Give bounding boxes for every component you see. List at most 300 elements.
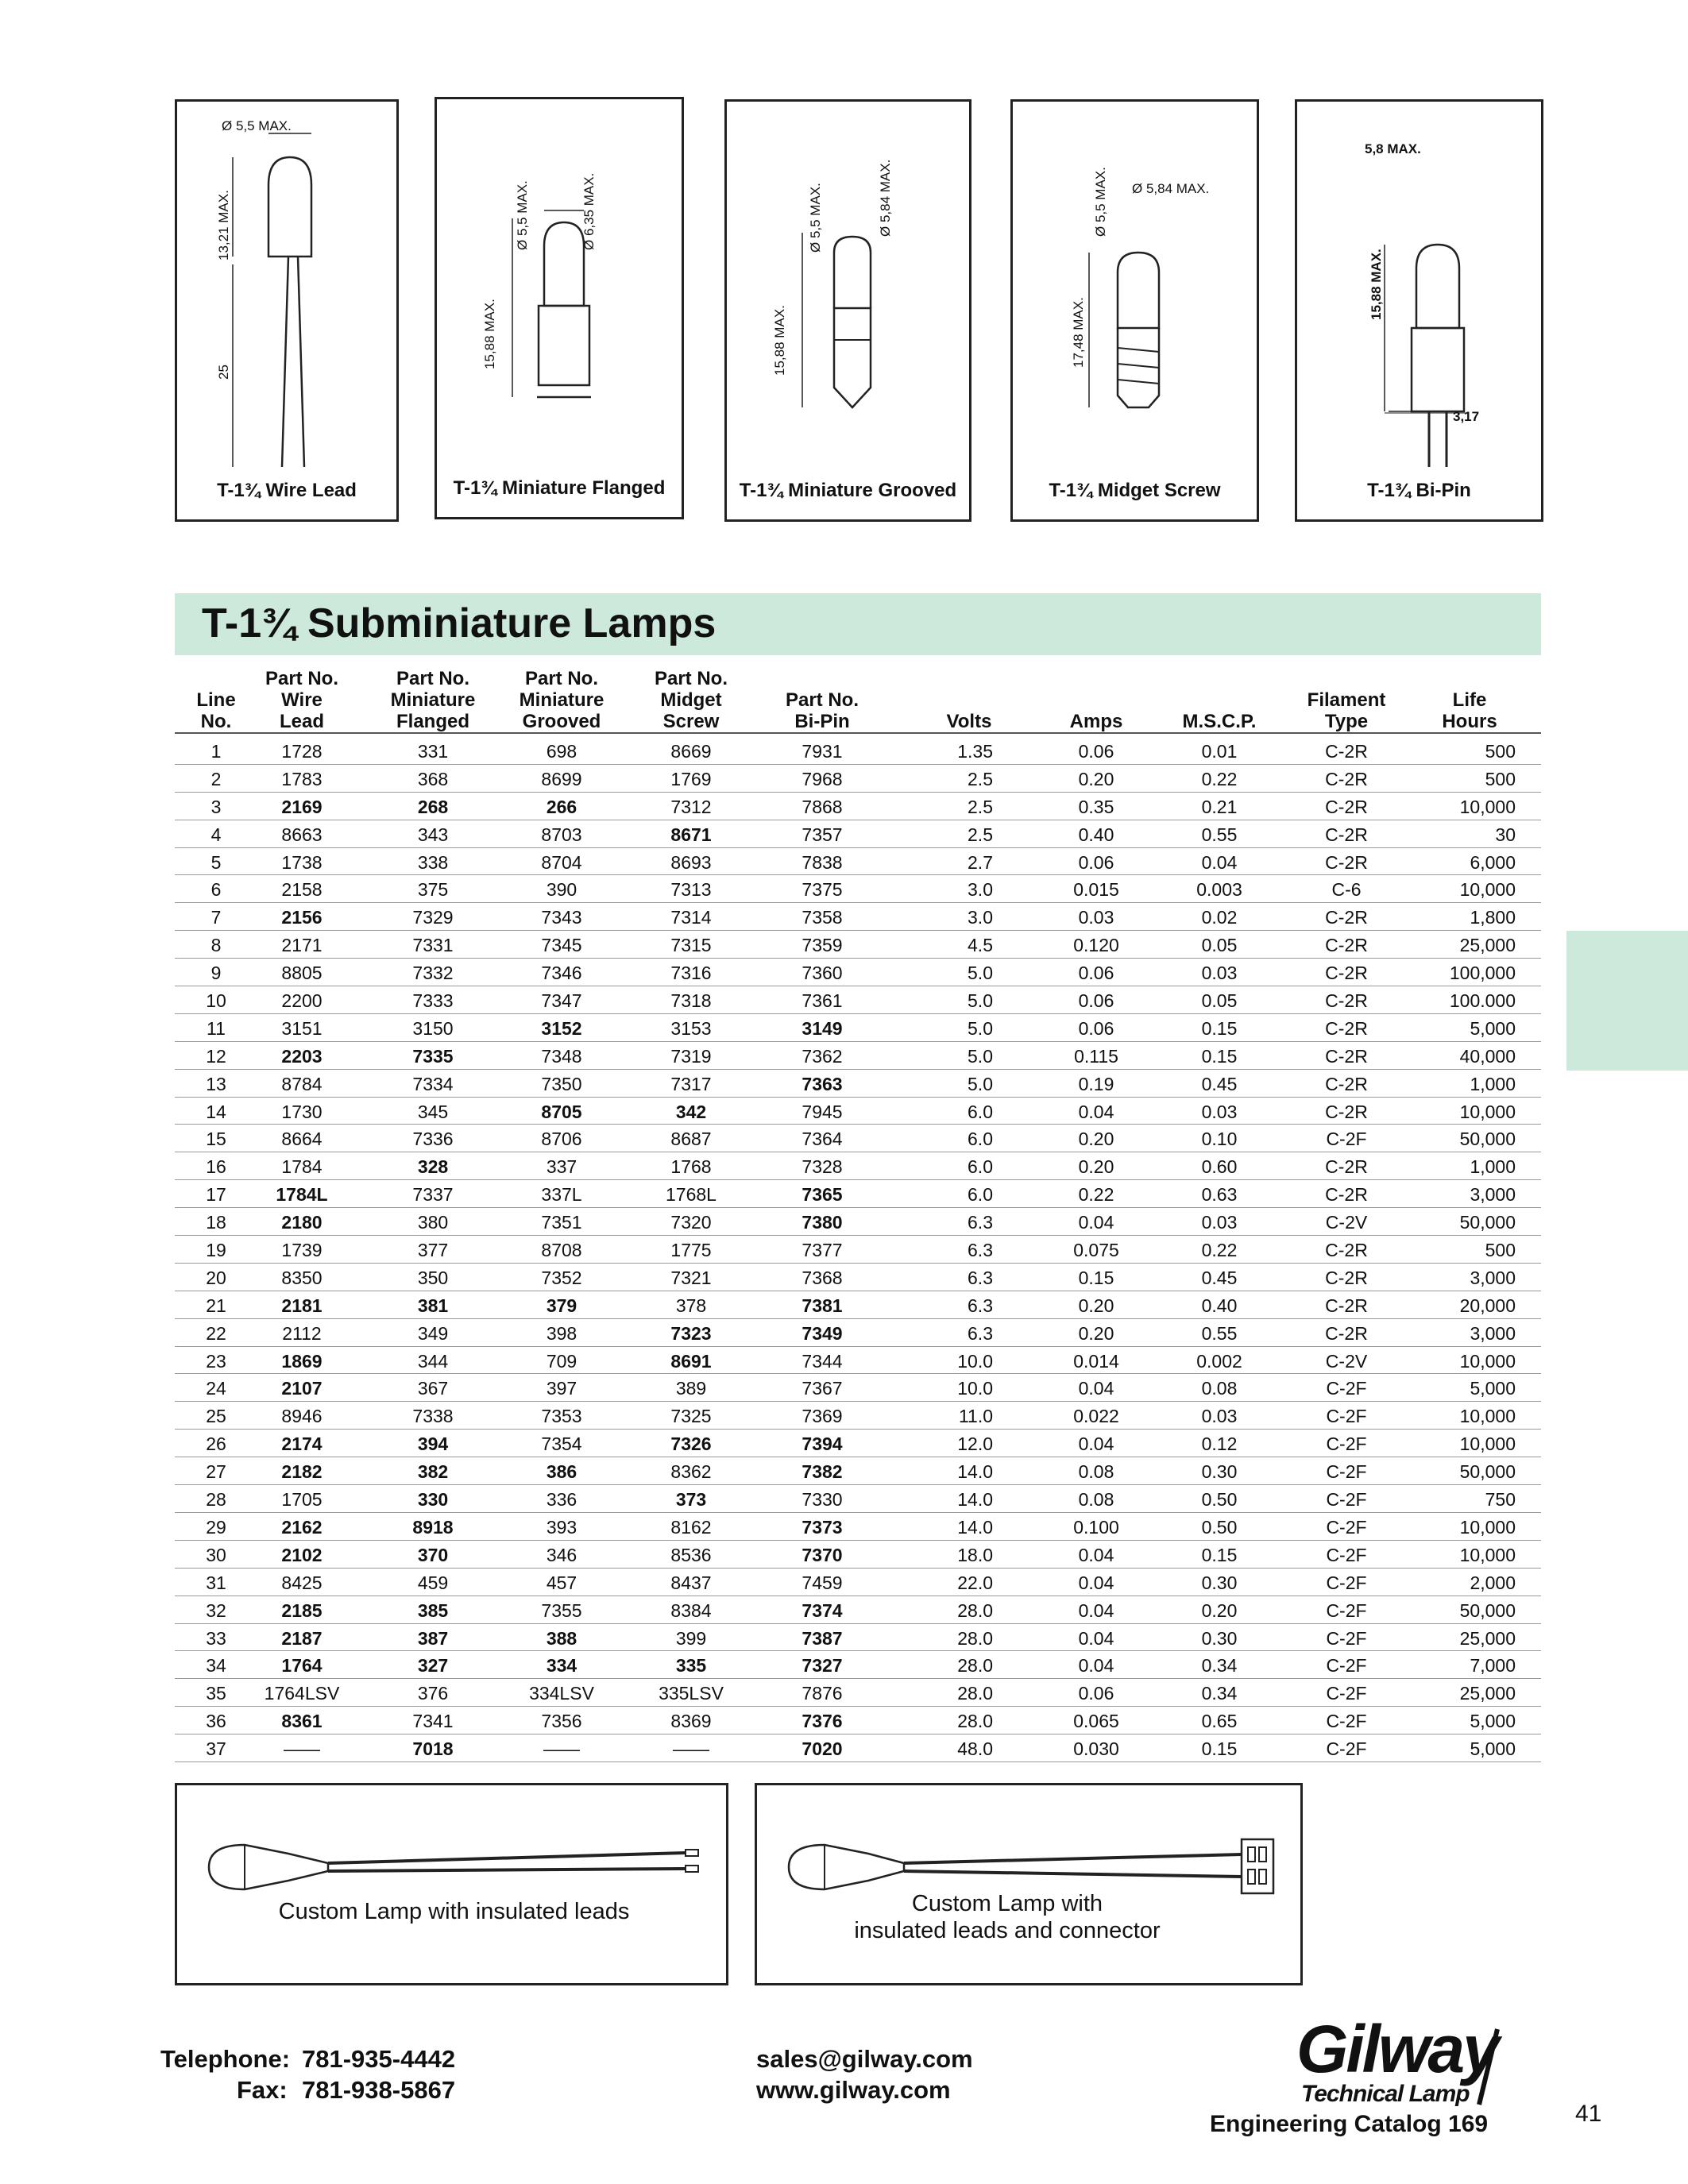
table-cell: 8706 bbox=[541, 1129, 582, 1150]
table-cell: 0.35 bbox=[1078, 796, 1114, 817]
table-cell: C-2R bbox=[1325, 1017, 1368, 1039]
website-link[interactable]: www.gilway.com bbox=[756, 2076, 951, 2104]
table-cell: C-2R bbox=[1325, 1295, 1368, 1316]
table-cell: 28 bbox=[206, 1489, 226, 1511]
table-cell: 379 bbox=[546, 1295, 577, 1316]
table-cell: 7321 bbox=[670, 1267, 712, 1288]
caption-line: Custom Lamp with bbox=[911, 1891, 1103, 1916]
table-cell: 8536 bbox=[670, 1544, 712, 1565]
table-cell: C-2R bbox=[1325, 935, 1368, 956]
table-cell: 1784L bbox=[276, 1184, 328, 1206]
table-cell: 22.0 bbox=[957, 1572, 993, 1593]
dim-label: 3,17 bbox=[1453, 409, 1480, 424]
table-cell: 0.075 bbox=[1073, 1240, 1119, 1261]
table-cell: 0.065 bbox=[1073, 1711, 1119, 1732]
table-cell: 1705 bbox=[281, 1489, 323, 1511]
table-row bbox=[175, 875, 1541, 903]
table-cell: 8663 bbox=[281, 824, 323, 845]
table-cell: 2185 bbox=[281, 1599, 323, 1621]
table-cell: 7343 bbox=[541, 907, 582, 928]
table-cell: C-2R bbox=[1325, 990, 1368, 1012]
table-cell: 25,000 bbox=[1459, 1627, 1516, 1649]
table-cell: 393 bbox=[546, 1516, 577, 1538]
table-cell: C-2F bbox=[1326, 1655, 1367, 1677]
column-header bbox=[782, 689, 862, 732]
table-cell: 1768L bbox=[666, 1184, 717, 1206]
table-cell: 28.0 bbox=[957, 1599, 993, 1621]
table-cell: 23 bbox=[206, 1350, 226, 1372]
table-cell: 387 bbox=[417, 1627, 449, 1649]
table-cell: 0.10 bbox=[1201, 1129, 1238, 1150]
table-cell: 500 bbox=[1485, 768, 1516, 789]
diagram-miniature-grooved bbox=[724, 99, 971, 522]
table-cell: 29 bbox=[206, 1516, 226, 1538]
table-cell: C-2F bbox=[1326, 1572, 1367, 1593]
table-cell: 6.0 bbox=[968, 1129, 993, 1150]
table-cell: 14.0 bbox=[957, 1516, 993, 1538]
table-cell: 0.03 bbox=[1201, 1406, 1238, 1427]
table-cell: 28.0 bbox=[957, 1683, 993, 1704]
column-header-line: Part No. bbox=[524, 668, 598, 689]
table-cell: 14.0 bbox=[957, 1461, 993, 1483]
fax-label: Fax: bbox=[237, 2076, 288, 2104]
table-cell: 337 bbox=[546, 1156, 577, 1178]
table-cell: 7357 bbox=[802, 824, 843, 845]
table-cell: C-2F bbox=[1326, 1711, 1367, 1732]
table-cell: 2162 bbox=[281, 1516, 323, 1538]
table-cell: 7320 bbox=[670, 1212, 712, 1233]
section-title-band bbox=[175, 593, 1541, 655]
table-cell: 0.45 bbox=[1201, 1073, 1238, 1094]
table-cell: C-2R bbox=[1325, 907, 1368, 928]
table-cell: 8369 bbox=[670, 1711, 712, 1732]
table-cell: 5.0 bbox=[968, 963, 993, 984]
table-cell: 1764LSV bbox=[264, 1683, 340, 1704]
table-cell: 0.20 bbox=[1078, 1322, 1114, 1344]
table-row bbox=[175, 1236, 1541, 1264]
table-cell: 7365 bbox=[802, 1184, 843, 1206]
table-cell: 381 bbox=[417, 1295, 449, 1316]
table-cell: 10.0 bbox=[957, 1350, 993, 1372]
table-cell: C-2R bbox=[1325, 1101, 1368, 1122]
custom-lamp-connector bbox=[755, 1783, 1303, 1985]
table-cell: 8425 bbox=[281, 1572, 323, 1593]
table-cell: 24 bbox=[206, 1378, 226, 1399]
table-cell: 500 bbox=[1485, 741, 1516, 762]
table-cell: 0.15 bbox=[1201, 1738, 1238, 1760]
table-cell: 50,000 bbox=[1459, 1212, 1516, 1233]
table-row bbox=[175, 1541, 1541, 1569]
table-cell: 7336 bbox=[412, 1129, 454, 1150]
dim-label: 15,88 MAX. bbox=[772, 305, 787, 376]
column-header-line: Miniature bbox=[519, 689, 605, 711]
table-cell: 7351 bbox=[541, 1212, 582, 1233]
table-cell: C-2F bbox=[1326, 1489, 1367, 1511]
table-cell: 382 bbox=[417, 1461, 449, 1483]
dim-label: 15,88 MAX. bbox=[482, 299, 497, 369]
column-header-line: Part No. bbox=[785, 689, 859, 711]
table-cell: C-2F bbox=[1326, 1406, 1367, 1427]
column-header-line: Volts bbox=[946, 711, 992, 732]
table-row bbox=[175, 765, 1541, 793]
table-cell: 750 bbox=[1485, 1489, 1516, 1511]
table-cell: 7 bbox=[211, 907, 222, 928]
table-cell: 7356 bbox=[541, 1711, 582, 1732]
table-cell: 7373 bbox=[802, 1516, 843, 1538]
table-cell: 25,000 bbox=[1459, 935, 1516, 956]
table-row bbox=[175, 1402, 1541, 1430]
table-cell: 459 bbox=[417, 1572, 449, 1593]
table-cell: 18.0 bbox=[957, 1544, 993, 1565]
table-cell: 5,000 bbox=[1470, 1378, 1516, 1399]
table-cell: 0.40 bbox=[1201, 1295, 1238, 1316]
table-cell: 7355 bbox=[541, 1599, 582, 1621]
table-cell: 370 bbox=[417, 1544, 449, 1565]
table-cell: 7335 bbox=[412, 1045, 454, 1067]
table-cell: 1769 bbox=[670, 768, 712, 789]
table-cell: 3152 bbox=[541, 1017, 582, 1039]
column-header bbox=[1056, 711, 1136, 732]
table-cell: 5,000 bbox=[1470, 1711, 1516, 1732]
lamp-table bbox=[175, 666, 1541, 1758]
table-cell: 50,000 bbox=[1459, 1599, 1516, 1621]
table-cell: 1,800 bbox=[1470, 907, 1516, 928]
logo-subtitle: Technical Lamp bbox=[1301, 2081, 1470, 2107]
table-cell: 3,000 bbox=[1470, 1267, 1516, 1288]
table-cell: 10 bbox=[206, 990, 226, 1012]
table-row bbox=[175, 1679, 1541, 1707]
table-cell: 0.15 bbox=[1201, 1045, 1238, 1067]
table-cell: 7331 bbox=[412, 935, 454, 956]
table-cell: 327 bbox=[417, 1655, 449, 1677]
table-cell: 0.08 bbox=[1078, 1489, 1114, 1511]
table-cell: —— bbox=[673, 1738, 709, 1760]
table-cell: 0.55 bbox=[1201, 1322, 1238, 1344]
table-cell: 7945 bbox=[802, 1101, 843, 1122]
table-cell: 2180 bbox=[281, 1212, 323, 1233]
dim-label: Ø 5,5 MAX. bbox=[515, 180, 530, 250]
table-cell: 343 bbox=[417, 824, 449, 845]
table-cell: 7368 bbox=[802, 1267, 843, 1288]
table-cell: 7338 bbox=[412, 1406, 454, 1427]
dim-label: 25 bbox=[216, 365, 231, 380]
table-cell: 2.5 bbox=[968, 768, 993, 789]
miniature-grooved-drawing bbox=[727, 102, 974, 524]
table-cell: 36 bbox=[206, 1711, 226, 1732]
table-header bbox=[175, 666, 1541, 732]
table-cell: 7459 bbox=[802, 1572, 843, 1593]
table-cell: 10.0 bbox=[957, 1378, 993, 1399]
table-cell: 388 bbox=[546, 1627, 577, 1649]
table-cell: 7362 bbox=[802, 1045, 843, 1067]
table-cell: 7346 bbox=[541, 963, 582, 984]
table-cell: 7838 bbox=[802, 851, 843, 873]
table-cell: 0.04 bbox=[1078, 1212, 1114, 1233]
table-cell: 12 bbox=[206, 1045, 226, 1067]
table-cell: 8693 bbox=[670, 851, 712, 873]
table-cell: 0.04 bbox=[1078, 1599, 1114, 1621]
table-cell: 0.015 bbox=[1073, 879, 1119, 901]
table-cell: 10,000 bbox=[1459, 1544, 1516, 1565]
diagram-bi-pin bbox=[1295, 99, 1543, 522]
table-cell: 335LSV bbox=[659, 1683, 724, 1704]
column-header-line: Part No. bbox=[396, 668, 469, 689]
table-cell: 397 bbox=[546, 1378, 577, 1399]
table-cell: 698 bbox=[546, 741, 577, 762]
table-cell: 0.22 bbox=[1201, 768, 1238, 789]
table-cell: 0.06 bbox=[1078, 741, 1114, 762]
column-header-line: Bi-Pin bbox=[794, 711, 850, 732]
table-cell: C-2F bbox=[1326, 1544, 1367, 1565]
table-cell: 8671 bbox=[670, 824, 712, 845]
column-header-line: Miniature bbox=[390, 689, 476, 711]
caption-line: Custom Lamp with insulated leads bbox=[278, 1899, 630, 1924]
table-cell: 0.40 bbox=[1078, 824, 1114, 845]
table-cell: C-2F bbox=[1326, 1599, 1367, 1621]
table-cell: 1768 bbox=[670, 1156, 712, 1178]
table-row bbox=[175, 820, 1541, 848]
table-cell: 0.02 bbox=[1201, 907, 1238, 928]
table-cell: C-2R bbox=[1325, 824, 1368, 845]
table-cell: 7968 bbox=[802, 768, 843, 789]
table-cell: 399 bbox=[675, 1627, 707, 1649]
dim-label: 13,21 MAX. bbox=[216, 190, 231, 260]
table-cell: 0.04 bbox=[1078, 1655, 1114, 1677]
table-cell: C-6 bbox=[1331, 879, 1362, 901]
table-cell: 7375 bbox=[802, 879, 843, 901]
table-cell: 7931 bbox=[802, 741, 843, 762]
table-cell: 368 bbox=[417, 768, 449, 789]
table-cell: 0.06 bbox=[1078, 851, 1114, 873]
table-cell: C-2R bbox=[1325, 1267, 1368, 1288]
table-cell: 709 bbox=[546, 1350, 577, 1372]
side-tab bbox=[1566, 931, 1688, 1071]
table-row bbox=[175, 1624, 1541, 1652]
table-cell: 0.50 bbox=[1201, 1516, 1238, 1538]
table-row bbox=[175, 1042, 1541, 1070]
table-cell: C-2R bbox=[1325, 851, 1368, 873]
table-cell: 266 bbox=[546, 796, 577, 817]
table-row bbox=[175, 848, 1541, 876]
table-cell: 337L bbox=[541, 1184, 582, 1206]
table-cell: 7361 bbox=[802, 990, 843, 1012]
table-cell: 0.04 bbox=[1078, 1627, 1114, 1649]
table-cell: C-2V bbox=[1325, 1212, 1368, 1233]
caption-line: insulated leads and connector bbox=[854, 1918, 1161, 1943]
table-cell: 7381 bbox=[802, 1295, 843, 1316]
dim-label: 15,88 MAX. bbox=[1369, 249, 1384, 320]
table-cell: C-2F bbox=[1326, 1627, 1367, 1649]
table-cell: 7377 bbox=[802, 1240, 843, 1261]
table-cell: 8918 bbox=[412, 1516, 454, 1538]
table-row bbox=[175, 1457, 1541, 1485]
table-cell: 3.0 bbox=[968, 907, 993, 928]
column-header-line: Life bbox=[1452, 689, 1487, 711]
table-cell: 390 bbox=[546, 879, 577, 901]
table-cell: 7326 bbox=[670, 1433, 712, 1455]
custom-lamp-leads bbox=[175, 1783, 728, 1985]
diagram-caption: T-1¾ Miniature Flanged bbox=[453, 477, 666, 499]
table-cell: 0.45 bbox=[1201, 1267, 1238, 1288]
table-cell: 7319 bbox=[670, 1045, 712, 1067]
column-header-line: Line bbox=[196, 689, 236, 711]
table-cell: 2112 bbox=[282, 1322, 322, 1344]
custom-lamp-leads-drawing bbox=[177, 1785, 731, 1988]
table-cell: 0.15 bbox=[1078, 1267, 1114, 1288]
table-cell: C-2F bbox=[1326, 1461, 1367, 1483]
table-cell: 7350 bbox=[541, 1073, 582, 1094]
table-cell: 7317 bbox=[670, 1073, 712, 1094]
table-cell: 1730 bbox=[281, 1101, 323, 1122]
table-cell: 345 bbox=[417, 1101, 449, 1122]
table-cell: 4.5 bbox=[968, 935, 993, 956]
table-cell: 386 bbox=[546, 1461, 577, 1483]
column-header bbox=[1283, 689, 1410, 732]
table-cell: 19 bbox=[206, 1240, 226, 1261]
table-cell: 331 bbox=[417, 741, 449, 762]
table-cell: 0.20 bbox=[1078, 1129, 1114, 1150]
table-row bbox=[175, 1180, 1541, 1208]
column-header bbox=[651, 668, 731, 732]
column-header-line: Flanged bbox=[396, 711, 469, 732]
table-cell: 12.0 bbox=[957, 1433, 993, 1455]
table-cell: 0.55 bbox=[1201, 824, 1238, 845]
table-cell: 5 bbox=[211, 851, 222, 873]
email-link[interactable]: sales@gilway.com bbox=[756, 2045, 973, 2073]
table-cell: 7354 bbox=[541, 1433, 582, 1455]
table-cell: 34 bbox=[206, 1655, 226, 1677]
table-cell: 7323 bbox=[670, 1322, 712, 1344]
table-cell: 7376 bbox=[802, 1711, 843, 1732]
table-cell: 20 bbox=[206, 1267, 226, 1288]
table-cell: 0.20 bbox=[1201, 1599, 1238, 1621]
table-cell: 0.65 bbox=[1201, 1711, 1238, 1732]
table-cell: 7364 bbox=[802, 1129, 843, 1150]
telephone-number: 781-935-4442 bbox=[302, 2045, 456, 2073]
table-cell: 0.04 bbox=[1078, 1433, 1114, 1455]
column-header bbox=[191, 689, 241, 732]
table-cell: 0.34 bbox=[1201, 1683, 1238, 1704]
midget-screw-drawing bbox=[1013, 102, 1261, 524]
table-cell: 14.0 bbox=[957, 1489, 993, 1511]
table-cell: 3149 bbox=[802, 1017, 843, 1039]
table-cell: 328 bbox=[417, 1156, 449, 1178]
table-cell: 0.03 bbox=[1201, 963, 1238, 984]
table-cell: 100,000 bbox=[1449, 963, 1516, 984]
table-row bbox=[175, 986, 1541, 1014]
diagram-midget-screw bbox=[1010, 99, 1259, 522]
table-cell: 50,000 bbox=[1459, 1461, 1516, 1483]
table-cell: 330 bbox=[417, 1489, 449, 1511]
table-cell: 349 bbox=[417, 1322, 449, 1344]
table-cell: 7,000 bbox=[1470, 1655, 1516, 1677]
table-cell: 1784 bbox=[281, 1156, 323, 1178]
table-cell: C-2R bbox=[1325, 1156, 1368, 1178]
table-cell: 0.06 bbox=[1078, 990, 1114, 1012]
table-cell: 0.05 bbox=[1201, 935, 1238, 956]
table-row bbox=[175, 793, 1541, 820]
table-cell: 8687 bbox=[670, 1129, 712, 1150]
table-cell: 367 bbox=[417, 1378, 449, 1399]
table-cell: 8437 bbox=[670, 1572, 712, 1593]
table-row bbox=[175, 1070, 1541, 1098]
bi-pin-drawing bbox=[1297, 102, 1546, 524]
table-cell: 2102 bbox=[281, 1544, 323, 1565]
table-row bbox=[175, 1208, 1541, 1236]
table-cell: 7358 bbox=[802, 907, 843, 928]
table-cell: 6.0 bbox=[968, 1184, 993, 1206]
table-cell: 6 bbox=[211, 879, 222, 901]
table-cell: 10,000 bbox=[1459, 1406, 1516, 1427]
table-row bbox=[175, 1374, 1541, 1402]
table-cell: C-2F bbox=[1326, 1516, 1367, 1538]
table-cell: 0.04 bbox=[1201, 851, 1238, 873]
column-header-line: M.S.C.P. bbox=[1182, 711, 1257, 732]
table-cell: 7313 bbox=[670, 879, 712, 901]
table-cell: 3153 bbox=[670, 1017, 712, 1039]
table-cell: 0.05 bbox=[1201, 990, 1238, 1012]
table-cell: C-2R bbox=[1325, 768, 1368, 789]
table-cell: 10,000 bbox=[1459, 1350, 1516, 1372]
table-cell: 7315 bbox=[670, 935, 712, 956]
table-cell: 0.115 bbox=[1074, 1045, 1118, 1067]
table-cell: 0.08 bbox=[1078, 1461, 1114, 1483]
miniature-flanged-drawing bbox=[437, 99, 686, 522]
table-cell: 0.30 bbox=[1201, 1627, 1238, 1649]
table-cell: 0.04 bbox=[1078, 1378, 1114, 1399]
table-cell: 5.0 bbox=[968, 1017, 993, 1039]
table-cell: 1.35 bbox=[957, 741, 993, 762]
table-cell: 380 bbox=[417, 1212, 449, 1233]
table-cell: 7333 bbox=[412, 990, 454, 1012]
table-cell: 335 bbox=[675, 1655, 707, 1677]
table-cell: 0.08 bbox=[1201, 1378, 1238, 1399]
page-number: 41 bbox=[1575, 2101, 1602, 2127]
table-cell: 3.0 bbox=[968, 879, 993, 901]
table-cell: C-2F bbox=[1326, 1378, 1367, 1399]
table-cell: 8704 bbox=[541, 851, 582, 873]
column-header-line: Part No. bbox=[265, 668, 338, 689]
table-cell: —— bbox=[543, 1738, 580, 1760]
table-cell: 7387 bbox=[802, 1627, 843, 1649]
dim-label: Ø 5,84 MAX. bbox=[878, 159, 893, 237]
table-cell: 28.0 bbox=[957, 1655, 993, 1677]
table-cell: 7348 bbox=[541, 1045, 582, 1067]
table-cell: 50,000 bbox=[1459, 1129, 1516, 1150]
table-cell: 344 bbox=[417, 1350, 449, 1372]
table-cell: 8362 bbox=[670, 1461, 712, 1483]
table-cell: 40,000 bbox=[1459, 1045, 1516, 1067]
table-cell: 28.0 bbox=[957, 1627, 993, 1649]
table-cell: 0.06 bbox=[1078, 1017, 1114, 1039]
diagram-caption: T-1¾ Wire Lead bbox=[217, 480, 357, 501]
table-cell: 7328 bbox=[802, 1156, 843, 1178]
table-row bbox=[175, 1707, 1541, 1734]
table-cell: 0.30 bbox=[1201, 1572, 1238, 1593]
column-header-line: Hours bbox=[1442, 711, 1497, 732]
table-cell: 0.12 bbox=[1201, 1433, 1238, 1455]
table-cell: 7360 bbox=[802, 963, 843, 984]
table-row bbox=[175, 1596, 1541, 1624]
table-cell: 30 bbox=[206, 1544, 226, 1565]
table-cell: 7329 bbox=[412, 907, 454, 928]
table-cell: 7363 bbox=[802, 1073, 843, 1094]
table-cell: 8361 bbox=[281, 1711, 323, 1732]
table-cell: 4 bbox=[211, 824, 222, 845]
table-cell: 13 bbox=[206, 1073, 226, 1094]
table-cell: 0.50 bbox=[1201, 1489, 1238, 1511]
table-cell: 2.5 bbox=[968, 796, 993, 817]
